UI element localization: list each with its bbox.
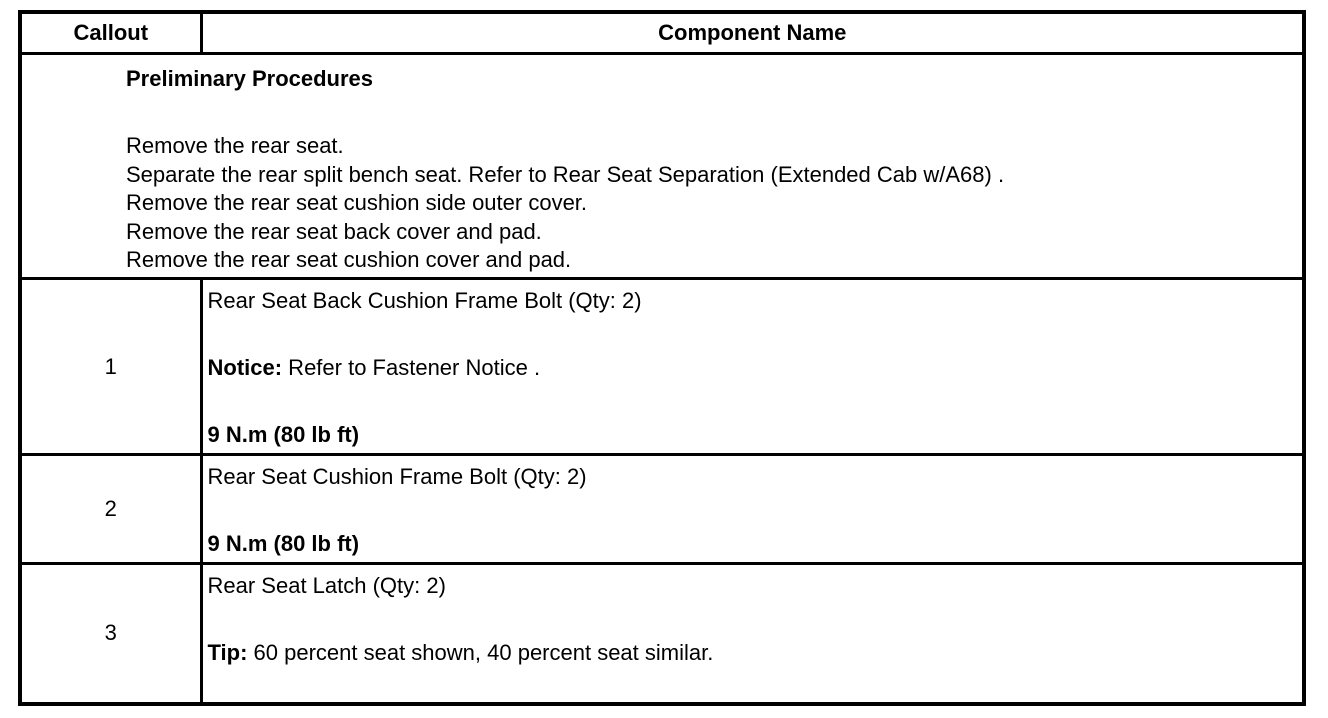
component-cell <box>201 563 1304 704</box>
torque-spec: 9 N.m (80 lb ft) <box>207 422 360 448</box>
preliminary-row <box>20 53 1304 278</box>
component-name: Rear Seat Back Cushion Frame Bolt (Qty: 2) <box>207 288 642 314</box>
component-cell <box>201 455 1304 564</box>
component-name: Rear Seat Latch (Qty: 2) <box>207 572 446 598</box>
table-row <box>20 563 1304 704</box>
callout-number: 3 <box>20 563 201 704</box>
component-table <box>18 10 1306 706</box>
preliminary-title: Preliminary Procedures <box>126 65 374 91</box>
table-row <box>20 455 1304 564</box>
notice-label: Notice: <box>207 355 283 381</box>
header-callout: Callout <box>20 12 201 53</box>
callout-number: 2 <box>20 455 201 564</box>
preliminary-step: Remove the rear seat. <box>126 133 344 159</box>
header-component-name: Component Name <box>201 12 1304 53</box>
preliminary-step: Remove the rear seat cushion side outer cover. <box>126 190 588 216</box>
component-name: Rear Seat Cushion Frame Bolt (Qty: 2) <box>207 464 587 490</box>
preliminary-cell <box>20 53 1304 278</box>
tip-line <box>208 640 1303 666</box>
preliminary-step: Remove the rear seat cushion cover and pad. <box>126 247 572 273</box>
component-cell <box>201 279 1304 455</box>
preliminary-step: Separate the rear split bench seat. Refer to Rear Seat Separation (Extended Cab w/A68) . <box>126 161 1005 187</box>
table-header-row <box>20 12 1304 53</box>
preliminary-step: Remove the rear seat back cover and pad. <box>126 218 542 244</box>
callout-number: 1 <box>20 279 201 455</box>
notice-text: Refer to Fastener Notice . <box>282 355 541 381</box>
notice-line <box>208 355 1303 381</box>
tip-text: 60 percent seat shown, 40 percent seat similar. <box>247 639 714 665</box>
torque-spec: 9 N.m (80 lb ft) <box>207 531 360 557</box>
tip-label: Tip: <box>207 639 248 665</box>
table-row <box>20 279 1304 455</box>
